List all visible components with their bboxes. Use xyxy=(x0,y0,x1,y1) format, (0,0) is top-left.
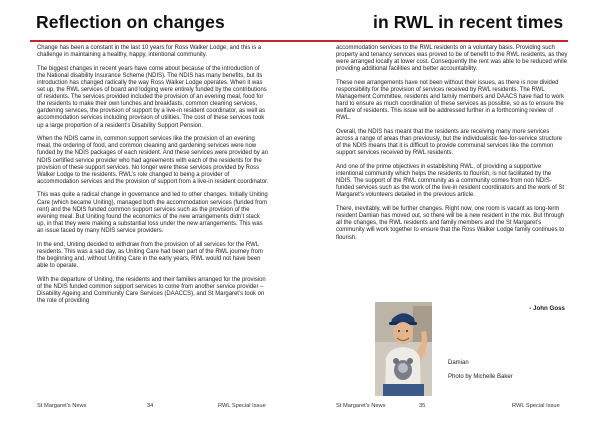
right-page xyxy=(300,0,600,424)
right-page-body xyxy=(336,45,568,248)
paragraph: This was quite a radical change in governance and led to other changes. Initially Uniting Care (which became Uniting), managed both the accommodation services (funded from rent) and the NDIS funded common support services such as the provision of the evening meal. But Uniting found the economics of the new arrangements didn’t stack up, in that they were making a substantial loss under the new arrangements. This was an issue faced by many NDIS service providers. xyxy=(37,192,268,234)
paragraph: The biggest changes in recent years have come about because of the introduction of the National disability Insurance Scheme (NDIS). The NDIS has many benefits, but its introduction has changed radically the way Ross Walker Lodge operates. When it was set up, the RWL services of board and lodging were entirely funded by the contributions of residents. The services provided included the provision of an evening meal, food for the residents to make their own lunches and breakfasts, common cleaning services, gardening services, the provision of support by a live-in resident coordinator, as well as accommodation services including provision of utilities. The cost of these services took up a large proportion of a resident’s Disability Support Pension. xyxy=(37,65,267,129)
footer-publication: St Margaret's News xyxy=(336,403,386,409)
author-signoff: - John Goss xyxy=(529,305,565,312)
left-page-heading: Reflection on changes xyxy=(36,12,225,32)
left-page-body xyxy=(37,45,269,312)
paragraph: These new arrangements have not been without their issues, as there is now divided responsibility for the provision of services received by RWL residents. The RWL Management Committee, residents and family members and DAACS have had to work hard to ensure as much coordination of these services as possible, so as to ensure the welfare of residents. This issue will be addressed further in a forthcoming review of RWL. xyxy=(336,79,565,122)
photo-caption-name: Damian xyxy=(448,360,469,366)
paragraph: When the NDIS came in, common support services like the provision of an evening meal, the ordering of food, and common cleaning and gardening services were now funded by the NDIS packages of each resident. And these services were provided by an NDIS certified service provider who had agreements with each of the residents for the provision of these support services. No longer were these services provided by Ross Walker Lodge to the residents. RWL’s role changed to being a provider of accommodation services and the provision of support from a live-in resident coordinator. xyxy=(37,136,269,185)
footer-page-number: 34 xyxy=(147,403,154,409)
paragraph: Change has been a constant in the last 10 years for Ross Walker Lodge, and this is a challenge in maintaining a healthy, happy, intentional community. xyxy=(37,45,262,59)
paragraph: Overall, the NDIS has meant that the residents are receiving many more services across a range of areas than previously, but the individualistic fee-for-service structure of the NDIS means that it is difficult to provide communal services like the common support services received by RWL residents. xyxy=(336,129,562,157)
footer-issue: RWL Special Issue xyxy=(218,403,266,409)
paragraph: accommodation services to the RWL residents on a voluntary basis. Providing such property and tenancy services was proved to be of benefit to the RWL residents, as they were arranged locally at lower cost. Consequently the rent was able to be reduced while providing additional facilities and better accountability. xyxy=(336,45,568,73)
footer-page-number: 35 xyxy=(419,403,426,409)
footer-issue: RWL Special Issue xyxy=(512,403,560,409)
right-heading-rule xyxy=(300,40,568,42)
portrait-illustration xyxy=(375,302,432,396)
left-heading-rule xyxy=(30,40,300,42)
paragraph: With the departure of Uniting, the residents and their families arranged for the provision of the NDIS funded common support services to come from another service provider – Disability Ageing and Community Care Services (DAACCS), and St Margaret’s took on the role of providing xyxy=(37,276,266,304)
right-page-heading: in RWL in recent times xyxy=(373,12,564,32)
paragraph: And one of the prime objectives in establishing RWL, of providing a supportive intentional community which helps the residents to flourish, is not facilitated by the NDIS. The support of the RWL community as a community comes from non NDIS-funded services such as the work of the live-in resident coordinators and the work of St Margaret’s volunteers detailed in the previous article. xyxy=(336,164,565,199)
footer-publication: St Margaret's News xyxy=(37,403,87,409)
paragraph: There, inevitably, will be further changes. Right now, one room is vacant as long-term resident Damian has moved out, so there will be a new resident in the mix. But through all the changes, the RWL residents and family members and the St Margaret’s community will work together to ensure that the Ross Walker Lodge family continues to flourish. xyxy=(336,206,565,241)
photo-caption-credit: Photo by Michelle Baker xyxy=(448,374,513,380)
damian-photo xyxy=(375,302,432,396)
paragraph: In the end, Uniting decided to withdraw from the provision of all services for the RWL residents. This was a sad day, as Uniting Care had been part of the RWL journey from the beginning and, without Uniting Care in the early years, RWL would not have been able to operate. xyxy=(37,241,263,269)
